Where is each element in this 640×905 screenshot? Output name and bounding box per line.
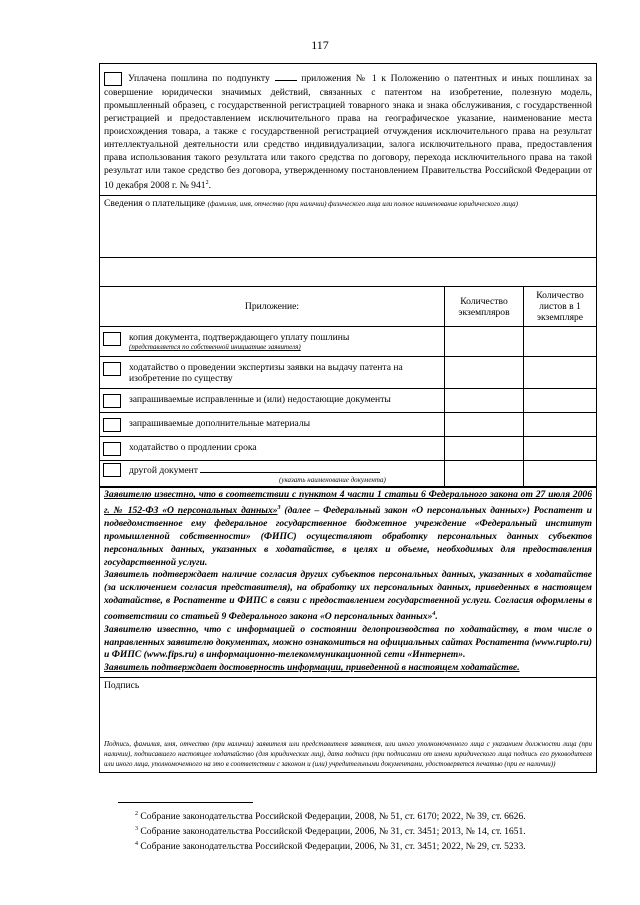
attachment-checkbox-exam-petition[interactable] xyxy=(103,362,121,376)
attachments-header-row xyxy=(100,287,596,327)
signature-label: Подпись xyxy=(104,680,140,692)
attachment-checkbox-payment-copy[interactable] xyxy=(103,332,121,346)
fee-text: приложения № 1 к Положению о патентных и иных пошлинах за совершение юридически значимых действий, связанных с патентом на изобретение, полезную модель, промышленный образец, с государственной регистрацией товарного знака и знака обслуживания, с государственной регистрацией и предоставлением исключительного права на географическое указание, наименование места происхождения товара, а также с государственной регистрацией отчуждения исключительного права на результат интеллектуальной деятельности или средство индивидуализации, залога исключительного права, предоставления права использования такого результата или такого средства по договору, перехода исключительного права на такой результат или такое средство без договора, утвержденному постановлением Правительства Российской Федерации от 10 декабря 2008 г. № 941 xyxy=(104,73,593,191)
footnote-3: $^3$ Собрание законодательства Российской Федерации, 2006, № 31, ст. 3451; 2013, № 14, ст. 1651. xyxy=(135,826,526,838)
fee-text-start: Уплачена пошлина по подпункту xyxy=(128,73,270,84)
header-attachment: Приложение: xyxy=(100,287,445,327)
fee-checkbox[interactable] xyxy=(104,72,122,86)
blank-row xyxy=(100,258,596,287)
notice-paragraph-3: Заявителю известно, что с информацией о состоянии делопроизводства по ходатайству, в том числе о направленных заявителю документах, можно ознакомиться на официальных сайтах Роспатента (www.rupto.ru) и ФИПС (www.fips.ru) в информационно-телекоммуникационной сети «Интернет». xyxy=(104,623,592,661)
sheets-cell[interactable] xyxy=(524,413,597,437)
sheets-cell[interactable] xyxy=(524,357,597,389)
copies-cell[interactable] xyxy=(445,327,524,357)
payer-section[interactable] xyxy=(100,196,596,258)
header-sheets: Количество листов в 1 экземпляре xyxy=(524,287,597,327)
attachment-row-additional-materials: запрашиваемые дополнительные материалы xyxy=(100,413,596,437)
page-number: 117 xyxy=(311,38,329,52)
notice-paragraph-1: Заявителю известно, что в соответствии с пунктом 4 части 1 статьи 6 Федерального закона от 27 июля 2006 г. № 152-ФЗ «О персональных данных»$^3$ (далее – Федеральный закон «О персональных данных») Роспатент и подведомственное ему федеральное государственное бюджетное учреждение «Федеральный институт промышленной собственности» (ФИПС) осуществляют обработку персональных данных субъектов персональных данных, указанных в ходатайстве, в целях и объеме, необходимых для предоставления государственной услуги. xyxy=(104,489,592,568)
attachments-table xyxy=(100,287,596,488)
attachment-checkbox-other-document[interactable] xyxy=(103,463,121,477)
fee-subparagraph-field[interactable] xyxy=(275,71,297,81)
personal-data-notice xyxy=(100,488,596,678)
footnote-4: $^4$ Собрание законодательства Российской Федерации, 2006, № 31, ст. 3451; 2022, № 29, ст. 5233. xyxy=(135,841,526,853)
attachments-section xyxy=(100,287,596,489)
fee-section: Уплачена пошлина по подпункту приложения № 1 к Положению о патентных и иных пошлинах за совершение юридически значимых действий, связанных с патентом на изобретение, полезную модель, промышленный образец, с государственной регистрацией товарного знака и знака обслуживания, с государственной регистрацией и предоставлением исключительного права на географическое указание, наименование места происхождения товара, а также с государственной регистрацией отчуждения исключительного права на результат интеллектуальной деятельности или средство индивидуализации, залога исключительного права, предоставления права использования такого результата или такого средства по договору, перехода исключительного права на такой результат или такое средство без договора, утвержденному постановлением Правительства Российской Федерации от 10 декабря 2008 г. № $941^2$. xyxy=(100,64,596,196)
sheets-cell[interactable] xyxy=(524,461,597,487)
attachment-row-term-extension: ходатайство о продлении срока xyxy=(100,437,596,461)
attachment-row-exam-petition: ходатайство о проведении экспертизы заявки на выдачу патента на изобретение по существу xyxy=(100,357,596,389)
sheets-cell[interactable] xyxy=(524,327,597,357)
payer-label: Сведения о плательщике xyxy=(104,197,206,209)
attachment-row-other-document: другой документ (указать наименование документа) xyxy=(100,461,596,487)
sheets-cell[interactable] xyxy=(524,389,597,413)
copies-cell[interactable] xyxy=(445,389,524,413)
signature-section[interactable] xyxy=(100,678,596,772)
sheets-cell[interactable] xyxy=(524,437,597,461)
footnotes xyxy=(135,808,526,854)
copies-cell[interactable] xyxy=(445,437,524,461)
notice-paragraph-2: Заявитель подтверждает наличие согласия других субъектов персональных данных, указанных в ходатайстве (за исключением согласия представителя), на обработку их персональных данных, приведенных в настоящем ходатайстве, в Роспатенте и ФИПС в связи с предоставлением государственной услуги. Согласия оформлены в соответствии со статьей 9 Федерального закона «О персональных данных»$^4$. xyxy=(104,569,592,623)
notice-paragraph-4: Заявитель подтверждает достоверность информации, приведенной в настоящем ходатайстве. xyxy=(104,662,520,674)
copies-cell[interactable] xyxy=(445,413,524,437)
footnote-separator xyxy=(118,802,253,803)
header-copies: Количество экземпляров xyxy=(445,287,524,327)
other-document-field[interactable] xyxy=(200,463,380,473)
copies-cell[interactable] xyxy=(445,357,524,389)
copies-cell[interactable] xyxy=(445,461,524,487)
attachment-checkbox-corrected-docs[interactable] xyxy=(103,394,121,408)
attachment-checkbox-additional-materials[interactable] xyxy=(103,418,121,432)
attachment-checkbox-term-extension[interactable] xyxy=(103,442,121,456)
signature-caption: Подпись, фамилия, имя, отчество (при наличии) заявителя или представителя заявителя, или иного уполномоченного лица с указанием должности лица (при наличии), подписавшего настоящее ходатайство (для юридических лиц), дата подписи (при подписании от имени юридического лица подпись его руководителя или иного лица, уполномоченного на это в соответствии с законом и (или) учредительными документами, удостоверяется печатью (при ее наличии)) xyxy=(104,740,592,769)
attachment-row-payment-copy: копия документа, подтверждающего уплату пошлины (представляется по собственной инициативе заявителя) xyxy=(100,327,596,357)
payer-hint: (фамилия, имя, отчество (при наличии) физического лица или полное наименование юридического лица) xyxy=(207,199,518,208)
fee-footnote-ref: 2 xyxy=(205,179,209,186)
attachment-row-corrected-docs: запрашиваемые исправленные и (или) недостающие документы xyxy=(100,389,596,413)
petition-form xyxy=(99,63,597,773)
footnote-2: $^2$ Собрание законодательства Российской Федерации, 2008, № 51, ст. 6170; 2022, № 39, ст. 6626. xyxy=(135,811,526,823)
